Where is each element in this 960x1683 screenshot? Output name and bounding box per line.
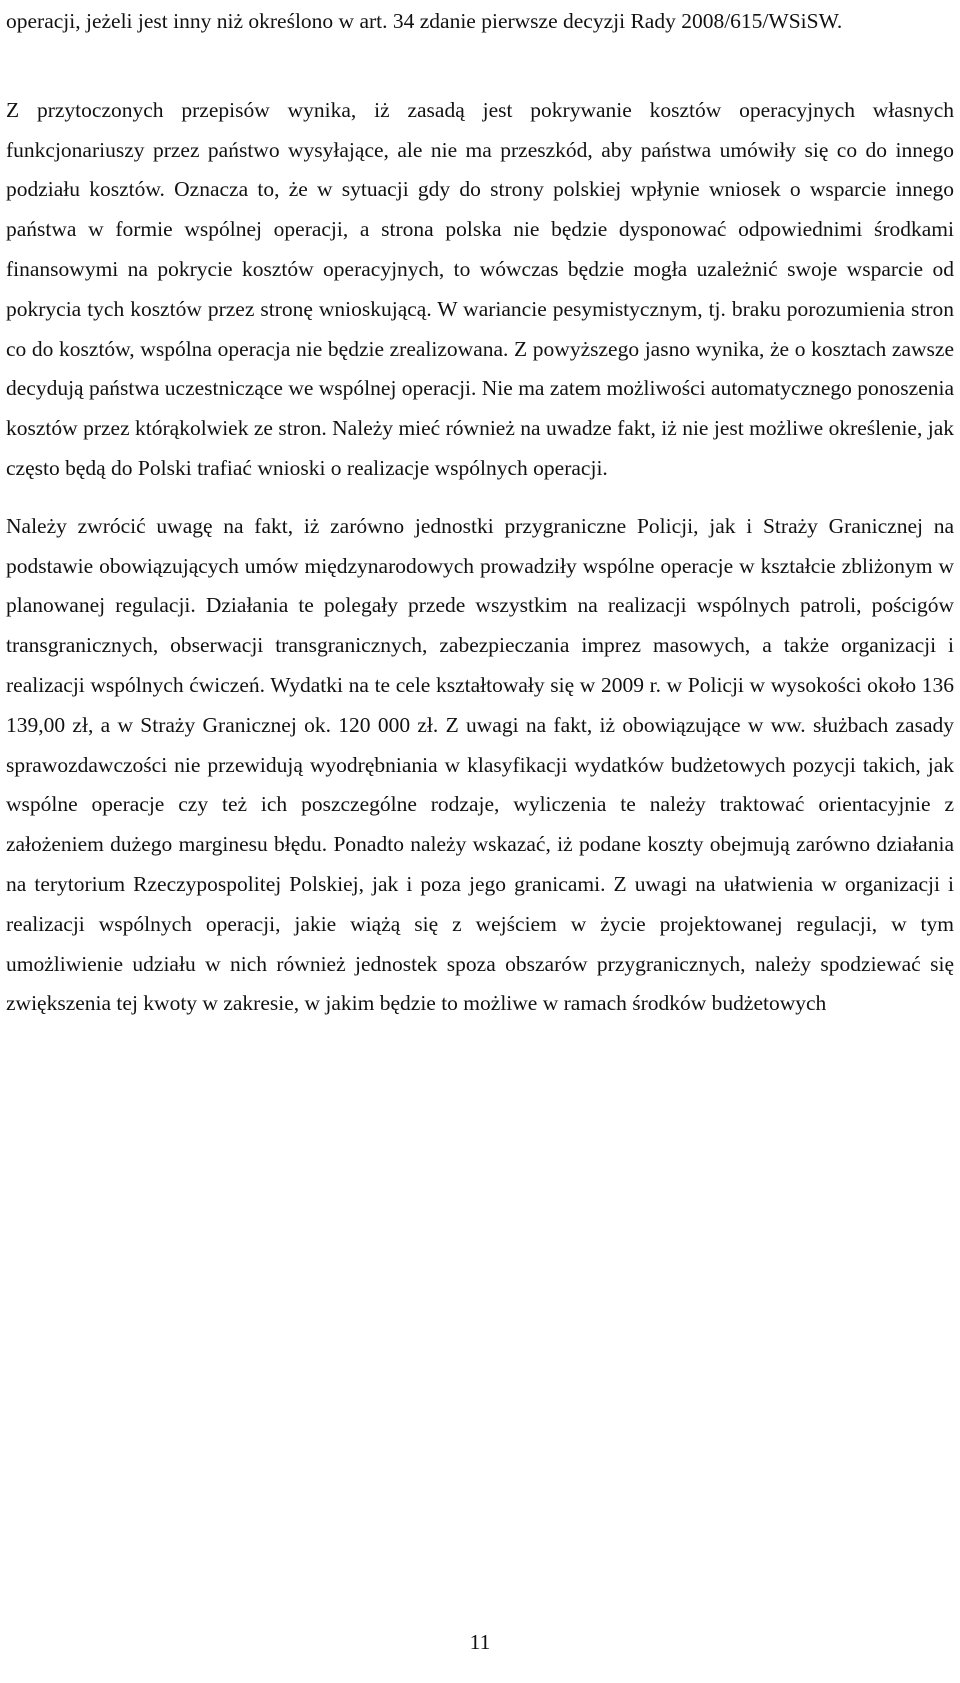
paragraph-1: operacji, jeżeli jest inny niż określono w art. 34 zdanie pierwsze decyzji Rady 2008/615/WSiSW. (6, 9, 843, 33)
paragraph-2: Z przytoczonych przepisów wynika, iż zasadą jest pokrywanie kosztów operacyjnych własnych funkcjonariuszy przez państwo wysyłające, ale nie ma przeszkód, aby państwa umówiły się co do innego podziału kosztów. Oznacza to, że w sytuacji gdy do strony polskiej wpłynie wniosek o wsparcie innego państwa w formie wspólnej operacji, a strona polska nie będzie dysponować odpowiednimi środkami finansowymi na pokrycie kosztów operacyjnych, to wówczas będzie mogła uzależnić swoje wsparcie od pokrycia tych kosztów przez stronę wnioskującą. W wariancie pesymistycznym, tj. braku porozumienia stron co do kosztów, wspólna operacja nie będzie zrealizowana. Z powyższego jasno wynika, że o kosztach zawsze decydują państwa uczestniczące we wspólnej operacji. Nie ma zatem możliwości automatycznego ponoszenia kosztów przez którąkolwiek ze stron. Należy mieć również na uwadze fakt, iż nie jest możliwe określenie, jak często będą do Polski trafiać wnioski o realizacje wspólnych operacji. (6, 97, 955, 480)
page-number: 11 (469, 1630, 491, 1654)
paragraph-3: Należy zwrócić uwagę na fakt, iż zarówno jednostki przygraniczne Policji, jak i Straży Granicznej na podstawie obowiązujących umów międzynarodowych prowadziły wspólne operacje w kształcie zbliżonym w planowanej regulacji. Działania te polegały przede wszystkim na realizacji wspólnych patroli, pościgów transgranicznych, obserwacji transgranicznych, zabezpieczania imprez masowych, a także organizacji i realizacji wspólnych ćwiczeń. Wydatki na te cele kształtowały się w 2009 r. w Policji w wysokości około 136 139,00 zł, a w Straży Granicznej ok. 120 000 zł. Z uwagi na fakt, iż obowiązujące w ww. służbach zasady sprawozdawczości nie przewidują wyodrębniania w klasyfikacji wydatków budżetowych pozycji takich, jak wspólne operacje czy też ich poszczególne rodzaje, wyliczenia te należy traktować orientacyjnie z założeniem dużego marginesu błędu. Ponadto należy wskazać, iż podane koszty obejmują zarówno działania na terytorium Rzeczypospolitej Polskiej, jak i poza jego granicami. Z uwagi na ułatwienia w organizacji i realizacji wspólnych operacji, jakie wiążą się z wejściem w życie projektowanej regulacji, w tym umożliwienie udziału w nich również jednostek spoza obszarów przygranicznych, należy spodziewać się zwiększenia tej kwoty w zakresie, w jakim będzie to możliwe w ramach środków budżetowych (6, 513, 954, 1016)
